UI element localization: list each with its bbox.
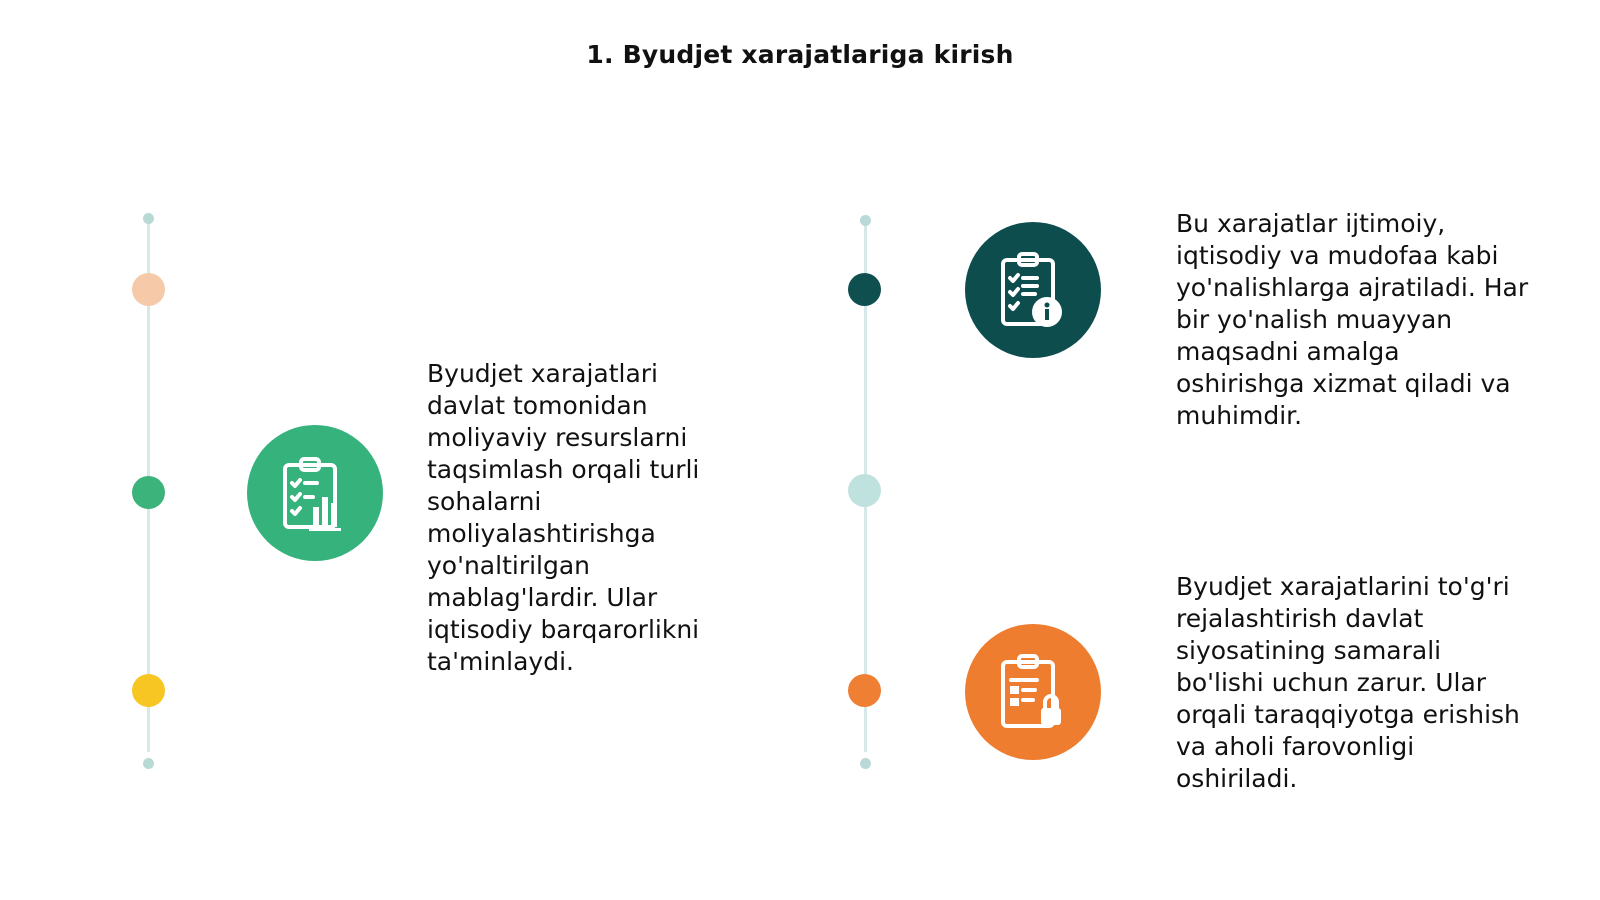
item-1-text: Byudjet xarajatlari davlat tomonidan moliyaviy resurslarni taqsimlash orqali turli sohalarni moliyalashtirishga yo'naltirilgan mablag'lardir. Ular iqtisodiy barqarorlikni ta'minlaydi. xyxy=(427,359,700,676)
slide-title: 1. Byudjet xarajatlariga kirish xyxy=(586,40,1014,69)
left-timeline-yellow-dot xyxy=(132,674,165,707)
item-3-text: Byudjet xarajatlarini to'g'ri rejalashtirish davlat siyosatining samarali bo'lishi uchun zarur. Ular orqali taraqqiyotga erishish va aholi farovonligi oshiriladi. xyxy=(1176,572,1520,793)
clipboard-info-icon xyxy=(965,222,1101,358)
item-2-text: Bu xarajatlar ijtimoiy, iqtisodiy va mudofaa kabi yo'nalishlarga ajratiladi. Har bir yo'nalish muayyan maqsadni amalga oshirishga xizmat qiladi va muhimdir. xyxy=(1176,209,1529,430)
right-timeline-orange-dot xyxy=(848,674,881,707)
right-timeline-start-dot xyxy=(860,215,871,226)
clipboard-lock-icon xyxy=(965,624,1101,760)
clipboard-chart-icon xyxy=(247,425,383,561)
right-timeline-end-dot xyxy=(860,758,871,769)
right-timeline-light-teal-dot xyxy=(848,474,881,507)
left-timeline-start-dot xyxy=(143,213,154,224)
left-timeline-end-dot xyxy=(143,758,154,769)
left-timeline-peach-dot xyxy=(132,273,165,306)
right-timeline-dark-teal-dot xyxy=(848,273,881,306)
left-timeline-green-dot xyxy=(132,476,165,509)
